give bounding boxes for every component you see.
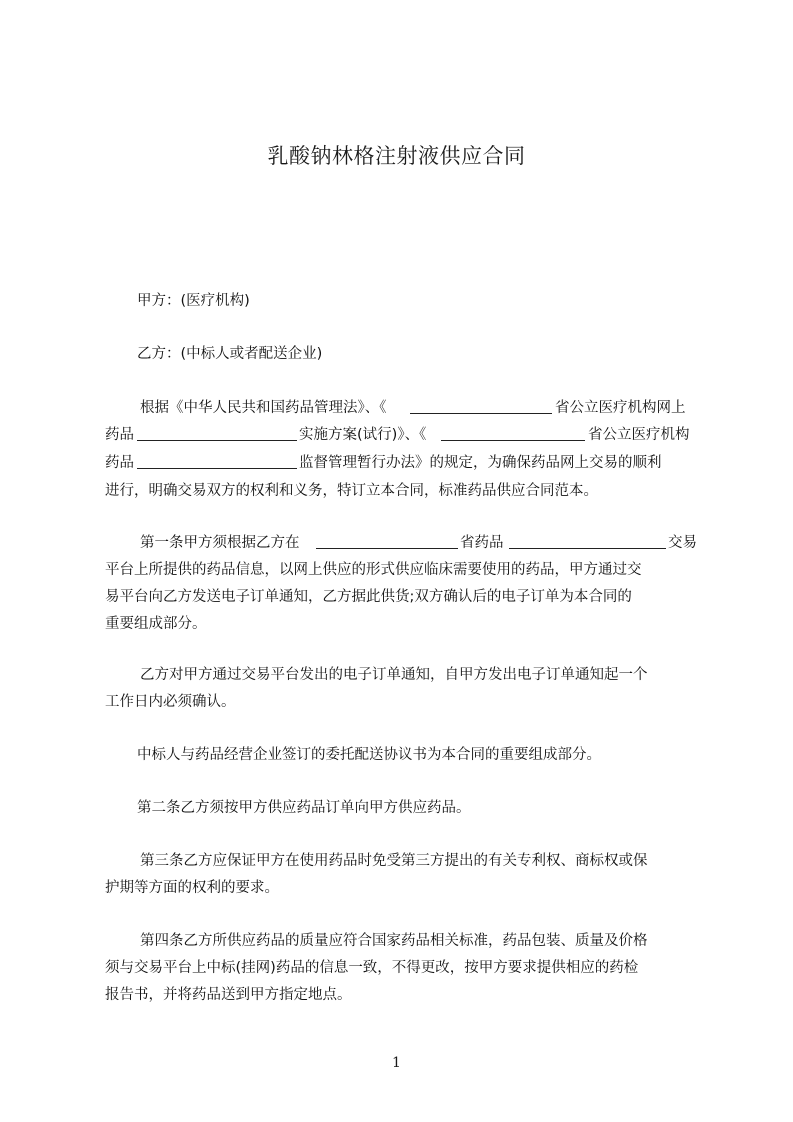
article-1-text: 第一条甲方须根据乙方在 — [140, 535, 300, 551]
article-1-text: 交易 — [668, 535, 697, 551]
article-4-text: 报告书，并将药品送到甲方指定地点。 — [105, 987, 352, 1003]
preamble-text: 监督管理暂行办法》的规定，为确保药品网上交易的顺利 — [299, 455, 662, 471]
party-a-text: 甲方：(医疗机构) — [137, 293, 250, 309]
article-3-text: 第三条乙方应保证甲方在使用药品时免受第三方提出的有关专利权、商标权或保 — [140, 853, 648, 869]
blank-drug-name-2[interactable] — [137, 453, 297, 475]
confirm-text: 乙方对甲方通过交易平台发出的电子订单通知，自甲方发出电子订单通知起一个 — [140, 667, 648, 683]
article-4-text: 须与交易平台上中标(挂网)药品的信息一致，不得更改，按甲方要求提供相应的药检 — [105, 960, 639, 976]
article-3-text: 护期等方面的权利的要求。 — [105, 880, 279, 896]
preamble-text: 省公立医疗机构网上 — [555, 400, 686, 416]
preamble-text: 进行，明确交易双方的权利和义务，特订立本合同，标准药品供应合同范本。 — [105, 483, 598, 499]
blank-platform-name[interactable] — [509, 533, 666, 555]
confirm-text: 工作日内必须确认。 — [105, 694, 236, 710]
contract-title: 乳酸钠林格注射液供应合同 — [267, 144, 526, 168]
blank-province-1[interactable] — [410, 398, 552, 420]
article-1-text: 平台上所提供的药品信息，以网上供应的形式供应临床需要使用的药品，甲方通过交 — [105, 562, 642, 578]
article-1-text: 重要组成部分。 — [105, 616, 207, 632]
preamble-text: 实施方案(试行)》、《 — [299, 427, 427, 443]
article-4-text: 第四条乙方所供应药品的质量应符合国家药品相关标准，药品包装、质量及价格 — [140, 933, 648, 949]
preamble-text: 根据《中华人民共和国药品管理法》、《 — [140, 400, 387, 416]
page-number: 1 — [392, 1055, 401, 1071]
preamble-text: 省公立医疗机构 — [588, 427, 690, 443]
preamble-text: 药品 — [105, 455, 134, 471]
preamble-text: 药品 — [105, 427, 134, 443]
blank-province-2[interactable] — [441, 425, 585, 447]
blank-province-3[interactable] — [316, 533, 458, 555]
party-b-text: 乙方：(中标人或者配送企业) — [137, 346, 323, 362]
article-1-text: 易平台向乙方发送电子订单通知，乙方据此供货;双方确认后的电子订单为本合同的 — [105, 589, 632, 605]
article-1-text: 省药品 — [460, 535, 504, 551]
blank-drug-name-1[interactable] — [137, 425, 297, 447]
article-2-text: 第二条乙方须按甲方供应药品订单向甲方供应药品。 — [137, 800, 471, 816]
delegation-text: 中标人与药品经营企业签订的委托配送协议书为本合同的重要组成部分。 — [137, 747, 601, 763]
